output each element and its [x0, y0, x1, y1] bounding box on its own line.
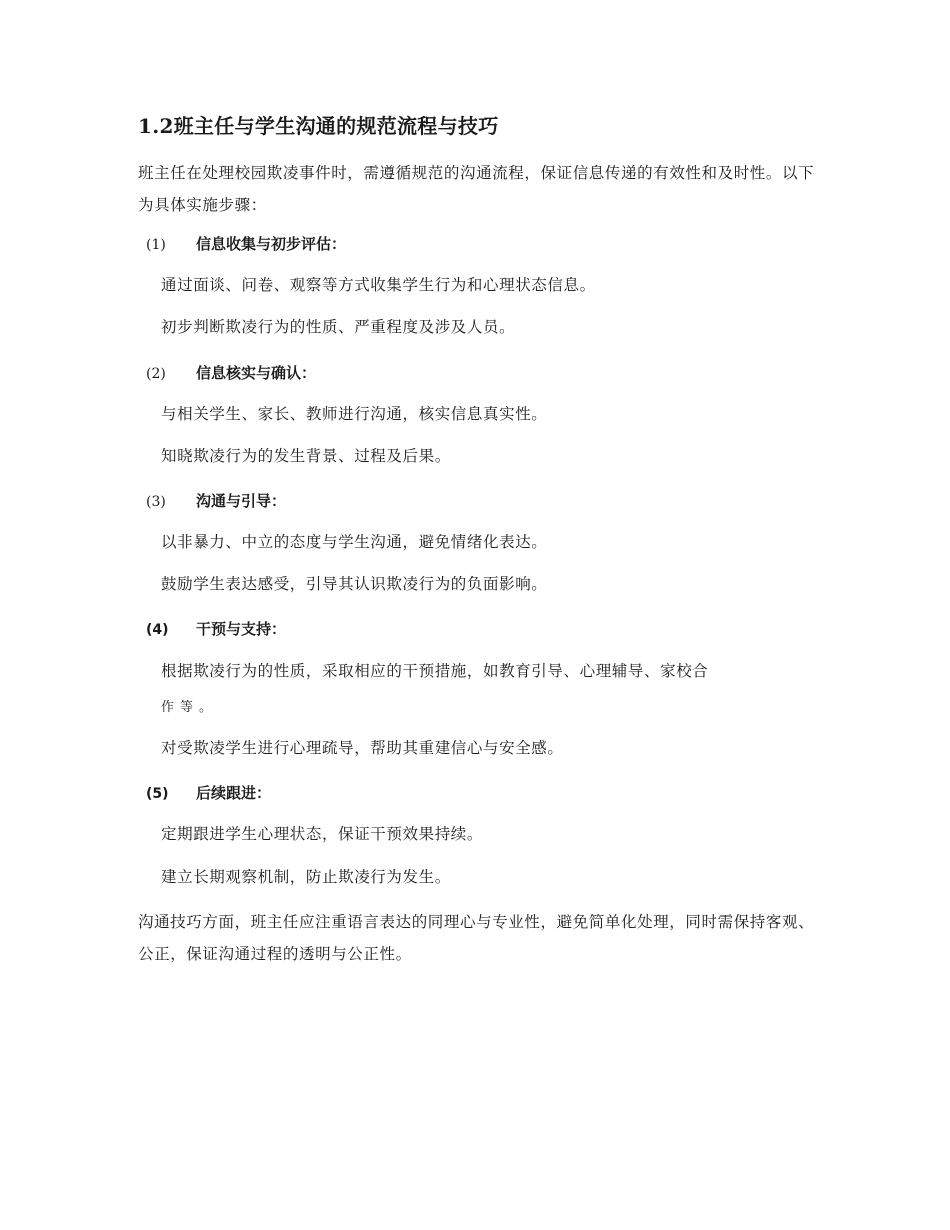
- step-2-heading: [146, 362, 316, 383]
- step-3-heading: [146, 490, 286, 511]
- step-1-title: 信息收集与初步评估：: [196, 235, 347, 253]
- step-4-number: (4): [146, 622, 169, 638]
- step-5-title: 后续跟进：: [196, 784, 272, 802]
- step-3-title: 沟通与引导：: [196, 492, 287, 510]
- step-1-number: (1): [146, 237, 166, 253]
- step-3-number: (3): [146, 494, 166, 510]
- step-4-line-2: 对受欺凌学生进行心理疏导，帮助其重建信心与安全感。: [161, 739, 564, 757]
- step-1-line-1: 通过面谈、问卷、观察等方式收集学生行为和心理状态信息。: [161, 276, 596, 294]
- conclusion-paragraph: 沟通技巧方面，班主任应注重语言表达的同理心与专业性，避免简单化处理，同时需保持客观、公正，保证沟通过程的透明与公正性。: [138, 913, 815, 963]
- step-2-line-1: 与相关学生、家长、教师进行沟通，核实信息真实性。: [161, 405, 548, 423]
- step-5-number: (5): [146, 786, 169, 802]
- step-3-line-1: 以非暴力、中立的态度与学生沟通，避免情绪化表达。: [161, 533, 548, 551]
- step-1-line-2: 初步判断欺凌行为的性质、严重程度及涉及人员。: [161, 318, 516, 336]
- section-heading: 1.2班主任与学生沟通的规范流程与技巧: [138, 114, 499, 138]
- step-4-heading: [146, 618, 286, 639]
- step-2-title: 信息核实与确认：: [196, 364, 317, 382]
- step-4-line-1-continued: 作等。: [161, 700, 219, 715]
- step-2-number: (2): [146, 366, 166, 382]
- step-5-line-1: 定期跟进学生心理状态，保证干预效果持续。: [161, 825, 484, 843]
- step-4-line-1: 根据欺凌行为的性质，采取相应的干预措施，如教育引导、心理辅导、家校合: [161, 662, 709, 680]
- step-4-title: 干预与支持：: [196, 620, 287, 638]
- step-1-heading: [146, 233, 346, 254]
- intro-paragraph: 班主任在处理校园欺凌事件时，需遵循规范的沟通流程，保证信息传递的有效性和及时性。以下为具体实施步骤：: [138, 164, 815, 214]
- step-3-line-2: 鼓励学生表达感受，引导其认识欺凌行为的负面影响。: [161, 575, 548, 593]
- step-5-heading: [146, 782, 271, 803]
- step-2-line-2: 知晓欺凌行为的发生背景、过程及后果。: [161, 447, 451, 465]
- step-5-line-2: 建立长期观察机制，防止欺凌行为发生。: [161, 868, 451, 886]
